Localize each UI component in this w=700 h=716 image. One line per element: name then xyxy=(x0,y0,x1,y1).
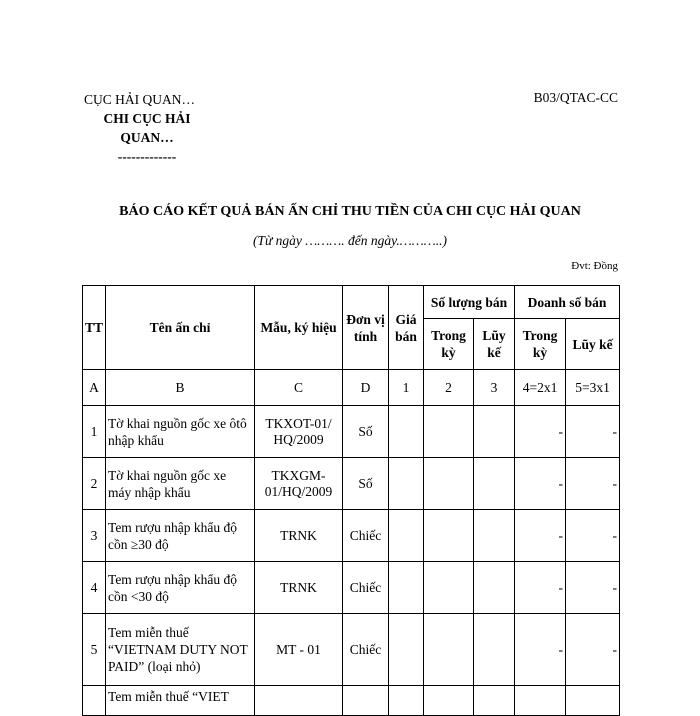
row-name: Tờ khai nguồn gốc xe máy nhập khẩu xyxy=(106,458,255,510)
agency-branch-line2: QUAN… xyxy=(120,130,174,145)
table-row xyxy=(83,406,620,458)
row-name: Tem rượu nhập khẩu độ cồn ≥30 độ xyxy=(106,510,255,562)
row-rev-period: - xyxy=(515,562,566,614)
row-price xyxy=(389,686,424,716)
currency-unit: Đvt: Đồng xyxy=(571,260,618,272)
row-price xyxy=(389,458,424,510)
index-cell: B xyxy=(106,370,255,406)
index-cell: D xyxy=(343,370,389,406)
row-rev-period: - xyxy=(515,614,566,686)
col-header-qty-cumulative: Lũy kế xyxy=(474,319,515,370)
row-qty-period xyxy=(424,562,474,614)
row-tt: 4 xyxy=(83,562,106,614)
report-title: BÁO CÁO KẾT QUẢ BÁN ẤN CHỈ THU TIỀN CỦA CHI CỤC HẢI QUAN xyxy=(119,204,581,219)
row-tt: 5 xyxy=(83,614,106,686)
table-row xyxy=(83,458,620,510)
table-row xyxy=(83,686,620,716)
agency-department: CỤC HẢI QUAN… xyxy=(84,92,195,107)
row-name: Tem rượu nhập khẩu độ cồn <30 độ xyxy=(106,562,255,614)
row-tt: 1 xyxy=(83,406,106,458)
col-header-code: Mẫu, ký hiệu xyxy=(255,286,343,370)
row-rev-period xyxy=(515,686,566,716)
row-unit: Chiếc xyxy=(343,510,389,562)
row-qty-cumulative xyxy=(474,614,515,686)
row-qty-cumulative xyxy=(474,686,515,716)
report-period: (Từ ngày ………. đến ngày.………..) xyxy=(252,233,448,248)
index-cell: 2 xyxy=(424,370,474,406)
row-qty-cumulative xyxy=(474,510,515,562)
row-rev-period: - xyxy=(515,510,566,562)
row-qty-cumulative xyxy=(474,406,515,458)
col-header-rev-cumulative: Lũy kế xyxy=(566,319,620,370)
row-unit: Số xyxy=(343,458,389,510)
table-row xyxy=(83,510,620,562)
row-rev-period: - xyxy=(515,458,566,510)
row-qty-cumulative xyxy=(474,458,515,510)
row-name: Tem miễn thuế “VIET xyxy=(106,686,255,716)
col-header-quantity: Số lượng bán xyxy=(424,286,515,319)
table-row xyxy=(83,562,620,614)
row-qty-cumulative xyxy=(474,562,515,614)
row-name: Tờ khai nguồn gốc xe ôtô nhập khẩu xyxy=(106,406,255,458)
col-header-qty-period: Trong kỳ xyxy=(424,319,474,370)
sales-report-table xyxy=(82,285,620,716)
row-price xyxy=(389,614,424,686)
row-price xyxy=(389,510,424,562)
row-code: MT - 01 xyxy=(255,614,343,686)
col-header-name: Tên ấn chỉ xyxy=(106,286,255,370)
row-qty-period xyxy=(424,406,474,458)
index-cell: 5=3x1 xyxy=(566,370,620,406)
row-tt: 3 xyxy=(83,510,106,562)
index-cell: 1 xyxy=(389,370,424,406)
agency-branch-line1: CHI CỤC HẢI xyxy=(103,111,191,126)
index-cell: 4=2x1 xyxy=(515,370,566,406)
row-code: TKXGM-01/HQ/2009 xyxy=(255,458,343,510)
header-agency-block xyxy=(84,90,210,166)
row-rev-cumulative: - xyxy=(566,510,620,562)
row-price xyxy=(389,562,424,614)
row-rev-cumulative: - xyxy=(566,614,620,686)
row-code xyxy=(255,686,343,716)
col-header-tt: TT xyxy=(83,286,106,370)
col-header-revenue: Doanh số bán xyxy=(515,286,620,319)
col-header-unit: Đơn vị tính xyxy=(343,286,389,370)
row-rev-cumulative: - xyxy=(566,406,620,458)
agency-separator: ------------- xyxy=(117,149,177,164)
row-tt xyxy=(83,686,106,716)
row-code: TRNK xyxy=(255,510,343,562)
form-code: B03/QTAC-CC xyxy=(533,90,618,105)
index-row xyxy=(83,370,620,406)
row-qty-period xyxy=(424,686,474,716)
index-cell: 3 xyxy=(474,370,515,406)
row-rev-cumulative: - xyxy=(566,458,620,510)
row-unit: Chiếc xyxy=(343,562,389,614)
row-rev-cumulative: - xyxy=(566,562,620,614)
row-rev-period: - xyxy=(515,406,566,458)
row-unit: Chiếc xyxy=(343,614,389,686)
index-cell: C xyxy=(255,370,343,406)
col-header-price: Giá bán xyxy=(389,286,424,370)
row-unit xyxy=(343,686,389,716)
row-code: TRNK xyxy=(255,562,343,614)
row-qty-period xyxy=(424,614,474,686)
row-rev-cumulative xyxy=(566,686,620,716)
row-qty-period xyxy=(424,510,474,562)
row-code: TKXOT-01/ HQ/2009 xyxy=(255,406,343,458)
row-name: Tem miễn thuế “VIETNAM DUTY NOT PAID” (loại nhỏ) xyxy=(106,614,255,686)
row-qty-period xyxy=(424,458,474,510)
table-row xyxy=(83,614,620,686)
row-unit: Số xyxy=(343,406,389,458)
col-header-rev-period: Trong kỳ xyxy=(515,319,566,370)
row-price xyxy=(389,406,424,458)
index-cell: A xyxy=(83,370,106,406)
row-tt: 2 xyxy=(83,458,106,510)
